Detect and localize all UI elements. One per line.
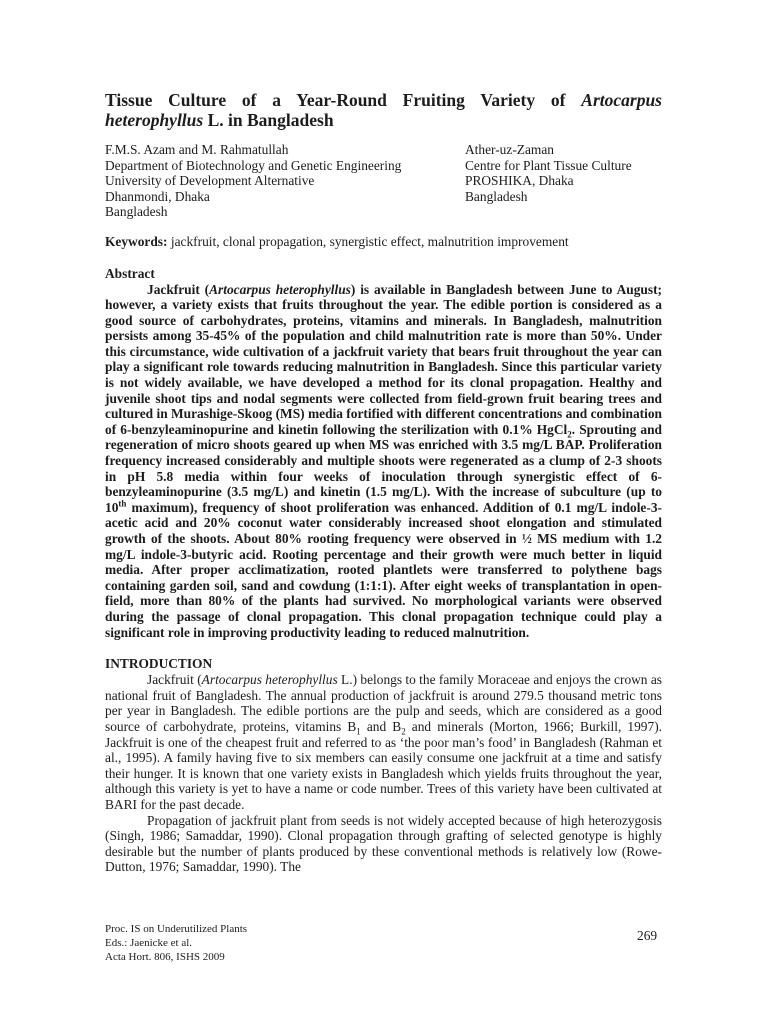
author-line: F.M.S. Azam and M. Rahmatullah [105, 142, 289, 157]
paper-page [105, 90, 662, 875]
author-affiliation-left [105, 142, 465, 220]
author-line: Department of Biotechnology and Genetic Engineering [105, 157, 402, 173]
author-line: Bangladesh [105, 204, 168, 219]
paper-title: Tissue Culture of a Year-Round Fruiting Variety of Artocarpus heterophyllus L. in Bangladesh [105, 90, 662, 130]
introduction-paragraph-1: Jackfruit (Artocarpus heterophyllus L.) belongs to the family Moraceae and enjoys the crown as national fruit of Bangladesh. The annual production of jackfruit is around 279.5 thousand metric tons per year in Bangladesh. The edible portions are the pulp and seeds, which are considered as a good source of carbohydrate, proteins, vitamins $B_1$ and $B_2$ and minerals (Morton, 1966; Burkill, 1997). Jackfruit is one of the cheapest fruit and referred to as ‘the poor man’s food’ in Bangladesh (Rahman et al., 1995). A family having five to six members can easily consume one jackfruit at a time and satisfy their hunger. It is known that one variety exists in Bangladesh which yields fruits throughout the year, although this variety is yet to have a name or code number. Trees of this variety have been cultivated at BARI for the past decade. [105, 672, 663, 812]
author-line: Centre for Plant Tissue Culture [465, 157, 632, 173]
author-line: Dhanmondi, Dhaka [105, 188, 210, 204]
keywords [105, 234, 662, 250]
author-line: PROSHIKA, Dhaka [465, 173, 574, 188]
author-line: Bangladesh [465, 188, 528, 204]
introduction-heading: INTRODUCTION [105, 656, 213, 672]
footer-line: Proc. IS on Underutilized Plants [105, 923, 248, 935]
footer-line: Eds.: Jaenicke et al. [105, 937, 193, 949]
publication-footer [105, 922, 662, 964]
author-line: Ather-uz-Zaman [465, 142, 554, 157]
abstract-body: Jackfruit (Artocarpus heterophyllus) is available in Bangladesh between June to August; however, a variety exists that fruits throughout the year. The edible portion is considered as a good source of carbohydrates, proteins, vitamins and minerals. In Bangladesh, malnutrition persists among 35-45% of the population and child malnutrition rate is more than 50%. Under this circumstance, wide cultivation of a jackfruit variety that bears fruit throughout the year can play a significant role towards reducing malnutrition in Bangladesh. Since this particular variety is not widely available, we have developed a method for its clonal propagation. Healthy and juvenile shoot tips and nodal segments were collected from field-grown fruit bearing trees and cultured in Murashige-Skoog (MS) media fortified with different concentrations and combination of 6-benzyleaminopurine and kinetin following the sterilization with 0.1% HgCl$_2$. Sprouting and regeneration of micro shoots geared up when MS was enriched with 3.5 mg/L BAP. Proliferation frequency increased considerably and multiple shoots were regenerated as a clump of 2-3 shoots in pH 5.8 media within four weeks of inoculation through synergistic effect of 6-benzyleaminopurine (3.5 mg/L) and kinetin (1.5 mg/L). With the increase of subculture (up to 10th maximum), frequency of shoot proliferation was enhanced. Addition of 0.1 mg/L indole-3-acetic acid and 20% coconut water considerably increased shoot elongation and stimulated growth of the shoots. About 80% rooting frequency were observed in ½ MS medium with 1.2 mg/L indole-3-butyric acid. Rooting percentage and their growth were much better in liquid media. After proper acclimatization, rooted plantlets were transferred to polythene bags containing garden soil, sand and cowdung (1:1:1). After eight weeks of transplantation in open-field, more than 80% of the plants had survived. No morphological variants were observed during the passage of clonal propagation. This clonal propagation technique could play a significant role in improving productivity leading to reduced malnutrition. [105, 281, 662, 640]
introduction-paragraph-2: Propagation of jackfruit plant from seeds is not widely accepted because of high heterozygosis (Singh, 1986; Samaddar, 1990). Clonal propagation through grafting of selected genotype is highly desirable but the number of plants produced by these conventional methods is relatively low (Rowe-Dutton, 1976; Samaddar, 1990). The [105, 812, 662, 875]
abstract-heading: Abstract [105, 265, 155, 281]
author-block [105, 142, 662, 220]
author-line: University of Development Alternative [105, 173, 315, 188]
footer-line: Acta Hort. 806, ISHS 2009 [105, 951, 225, 963]
author-affiliation-right [465, 142, 662, 220]
page-number: 269 [637, 928, 658, 943]
keywords-text: jackfruit, clonal propagation, synergistic effect, malnutrition improvement [170, 233, 569, 249]
keywords-label: Keywords: [105, 233, 168, 249]
title-species: Artocarpus heterophyllus [105, 90, 662, 130]
